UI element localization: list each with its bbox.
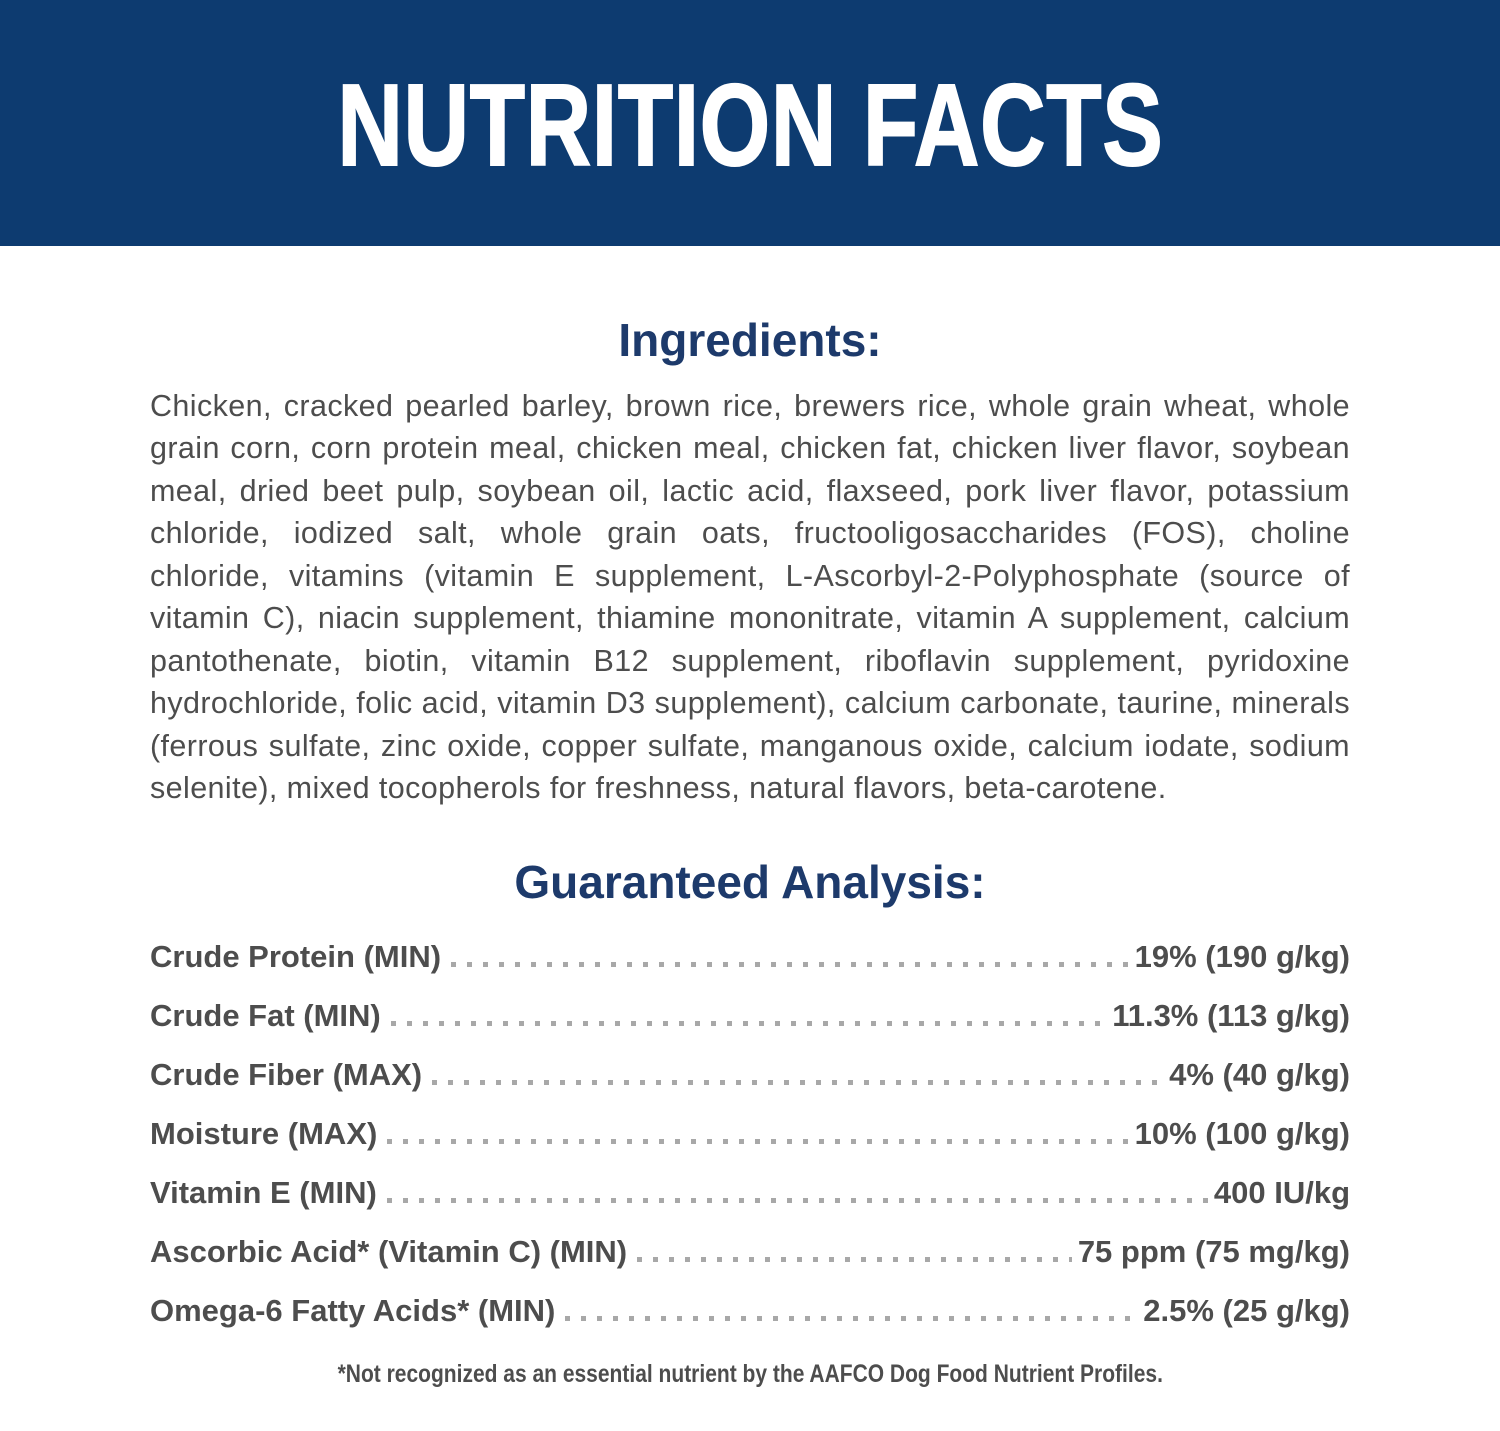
table-row bbox=[150, 1293, 1350, 1328]
dotted-leader bbox=[451, 962, 1129, 967]
table-row bbox=[150, 1175, 1350, 1210]
dotted-leader bbox=[391, 1021, 1106, 1026]
nutrient-label: Crude Fat (MIN) bbox=[150, 997, 381, 1033]
nutrient-label: Omega-6 Fatty Acids* (MIN) bbox=[150, 1292, 556, 1328]
nutrient-value: 4% (40 g/kg) bbox=[1169, 1056, 1350, 1092]
footnote-container bbox=[150, 1360, 1350, 1389]
nutrient-value: 10% (100 g/kg) bbox=[1134, 1115, 1350, 1151]
dotted-leader bbox=[565, 1316, 1137, 1321]
dotted-leader bbox=[387, 1198, 1208, 1203]
dotted-leader bbox=[637, 1257, 1072, 1262]
ingredients-paragraph: Chicken, cracked pearled barley, brown rice, brewers rice, whole grain wheat, whole grain corn, corn protein meal, chicken meal, chicken fat, chicken liver flavor, soybean meal, dried beet pulp, soybean oil, lactic acid, flaxseed, pork liver flavor, potassium chloride, iodized salt, whole grain oats, fructooligosaccharides (FOS), choline chloride, vitamins (vitamin E supplement, L-Ascorbyl-2-Polyphosphate (source of vitamin C), niacin supplement, thiamine mononitrate, vitamin A supplement, calcium pantothenate, biotin, vitamin B12 supplement, riboflavin supplement, pyridoxine hydrochloride, folic acid, vitamin D3 supplement), calcium carbonate, taurine, minerals (ferrous sulfate, zinc oxide, copper sulfate, manganous oxide, calcium iodate, sodium selenite), mixed tocopherols for freshness, natural flavors, beta-carotene. bbox=[150, 388, 1350, 806]
footnote: *Not recognized as an essential nutrient by the AAFCO Dog Food Nutrient Profiles. bbox=[337, 1359, 1163, 1388]
nutrient-label: Vitamin E (MIN) bbox=[150, 1174, 377, 1210]
nutrient-value: 19% (190 g/kg) bbox=[1134, 938, 1350, 974]
nutrient-label: Crude Fiber (MAX) bbox=[150, 1056, 423, 1092]
nutrient-label: Moisture (MAX) bbox=[150, 1115, 378, 1151]
banner bbox=[0, 0, 1500, 246]
label-content bbox=[0, 314, 1500, 1389]
page-title: NUTRITION FACTS bbox=[337, 60, 1163, 190]
nutrient-value: 75 ppm (75 mg/kg) bbox=[1077, 1233, 1350, 1269]
table-row bbox=[150, 1057, 1350, 1092]
nutrient-value: 2.5% (25 g/kg) bbox=[1143, 1292, 1350, 1328]
table-row bbox=[150, 998, 1350, 1033]
nutrient-label: Ascorbic Acid* (Vitamin C) (MIN) bbox=[150, 1233, 628, 1269]
ingredients-heading: Ingredients: bbox=[618, 314, 882, 366]
nutrient-label: Crude Protein (MIN) bbox=[150, 938, 442, 974]
dotted-leader bbox=[387, 1139, 1128, 1144]
nutrient-value: 400 IU/kg bbox=[1213, 1174, 1350, 1210]
guaranteed-analysis-table bbox=[150, 939, 1350, 1328]
dotted-leader bbox=[432, 1080, 1163, 1085]
table-row bbox=[150, 939, 1350, 974]
nutrient-value: 11.3% (113 g/kg) bbox=[1112, 997, 1350, 1033]
guaranteed-analysis-heading: Guaranteed Analysis: bbox=[514, 855, 986, 908]
table-row bbox=[150, 1116, 1350, 1151]
table-row bbox=[150, 1234, 1350, 1269]
